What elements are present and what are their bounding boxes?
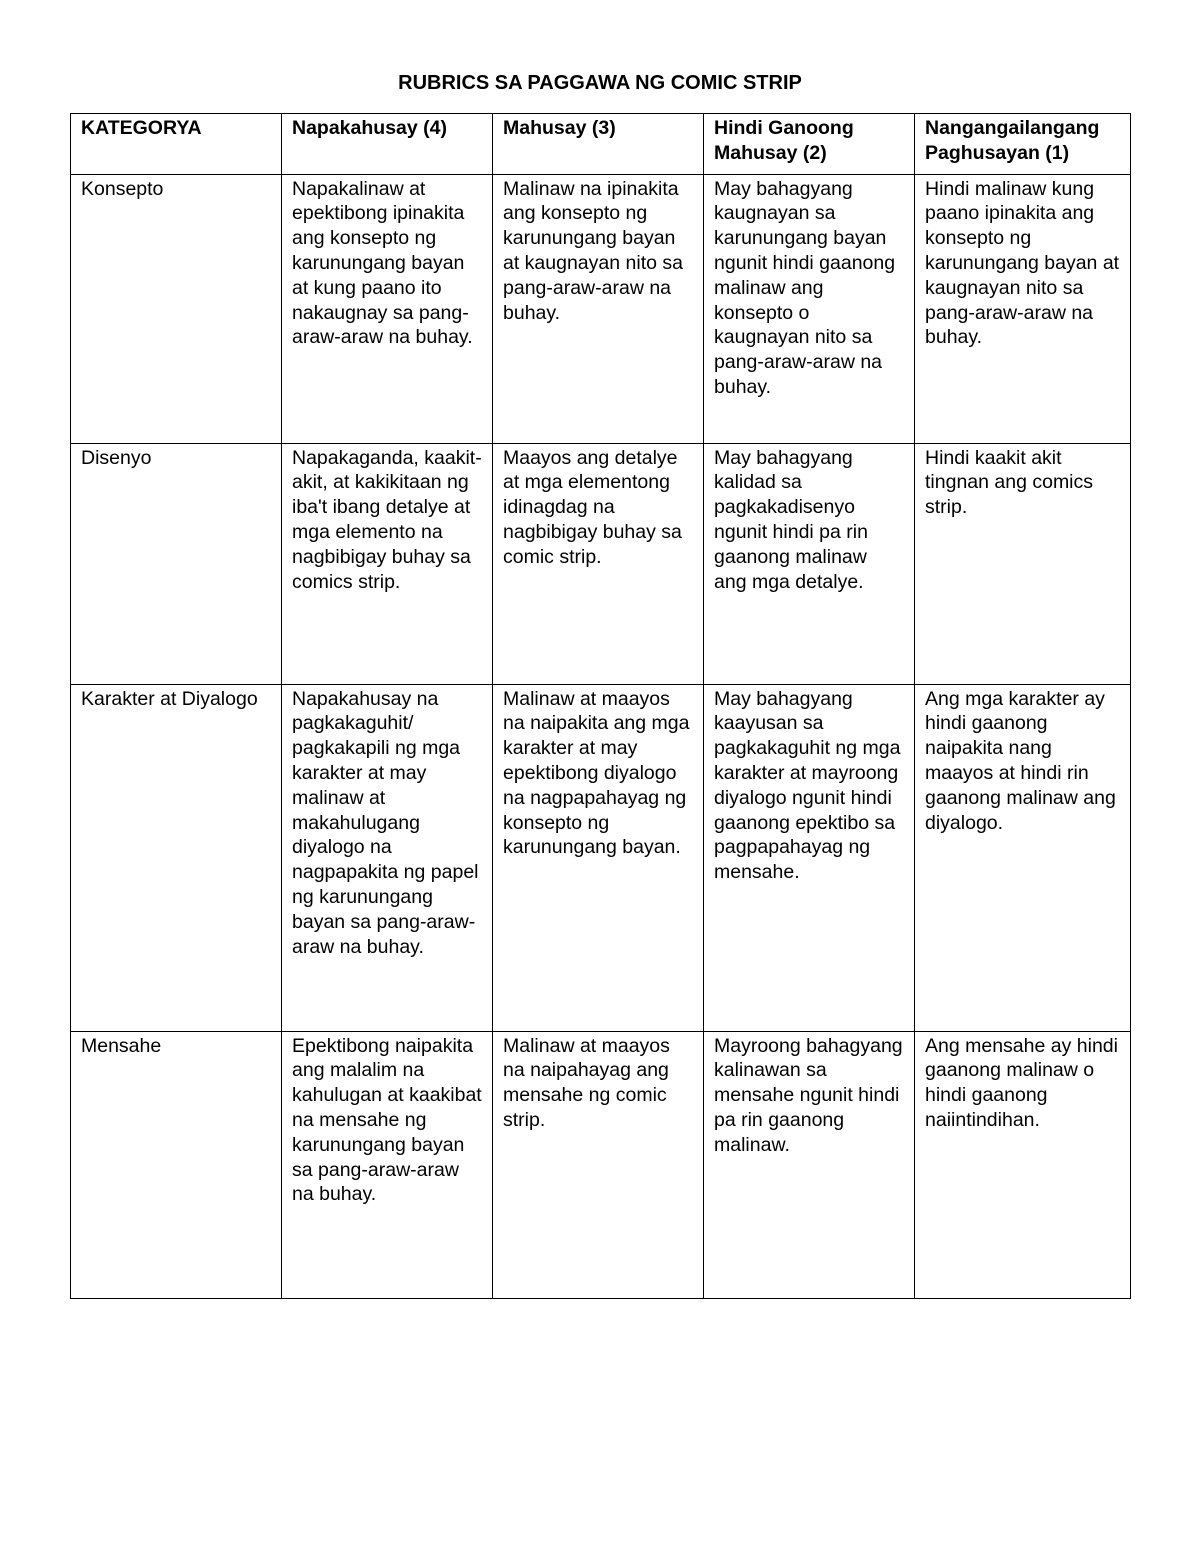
criteria-cell: Malinaw na ipinakita ang konsepto ng karunungang bayan at kaugnayan nito sa pang-araw-araw na buhay.: [493, 174, 704, 443]
table-header-row: [71, 114, 1131, 175]
rubric-table: [70, 113, 1131, 1299]
header-score-1: Nangangailangang Paghusayan (1): [915, 114, 1131, 175]
page-title: RUBRICS SA PAGGAWA NG COMIC STRIP: [398, 72, 802, 94]
header-score-2: Hindi Ganoong Mahusay (2): [704, 114, 915, 175]
category-cell: Disenyo: [71, 443, 282, 684]
criteria-cell: Epektibong naipakita ang malalim na kahulugan at kaakibat na mensahe ng karunungang bayan sa pang-araw-araw na buhay.: [282, 1031, 493, 1298]
criteria-cell: Napakalinaw at epektibong ipinakita ang konsepto ng karunungang bayan at kung paano ito nakaugnay sa pang-araw-araw na buhay.: [282, 174, 493, 443]
category-cell: Mensahe: [71, 1031, 282, 1298]
category-cell: Konsepto: [71, 174, 282, 443]
criteria-cell: May bahagyang kalidad sa pagkakadisenyo ngunit hindi pa rin gaanong malinaw ang mga detalye.: [704, 443, 915, 684]
criteria-cell: Napakaganda, kaakit-akit, at kakikitaan ng iba't ibang detalye at mga elemento na nagbibigay buhay sa comics strip.: [282, 443, 493, 684]
table-row: [71, 443, 1131, 684]
criteria-cell: Hindi malinaw kung paano ipinakita ang konsepto ng karunungang bayan at kaugnayan nito sa pang-araw-araw na buhay.: [915, 174, 1131, 443]
criteria-cell: Ang mga karakter ay hindi gaanong naipakita nang maayos at hindi rin gaanong malinaw ang diyalogo.: [915, 684, 1131, 1031]
header-score-4: Napakahusay (4): [282, 114, 493, 175]
table-row: [71, 1031, 1131, 1298]
criteria-cell: Malinaw at maayos na naipakita ang mga karakter at may epektibong diyalogo na nagpapahayag ng konsepto ng karunungang bayan.: [493, 684, 704, 1031]
header-score-3: Mahusay (3): [493, 114, 704, 175]
category-cell: Karakter at Diyalogo: [71, 684, 282, 1031]
table-row: [71, 684, 1131, 1031]
criteria-cell: Mayroong bahagyang kalinawan sa mensahe ngunit hindi pa rin gaanong malinaw.: [704, 1031, 915, 1298]
header-category: KATEGORYA: [71, 114, 282, 175]
criteria-cell: May bahagyang kaayusan sa pagkakaguhit ng mga karakter at mayroong diyalogo ngunit hindi gaanong epektibo sa pagpapahayag ng mensahe.: [704, 684, 915, 1031]
criteria-cell: Napakahusay na pagkakaguhit/ pagkakapili ng mga karakter at may malinaw at makahulugang diyalogo na nagpapakita ng papel ng karunungang bayan sa pang-araw-araw na buhay.: [282, 684, 493, 1031]
criteria-cell: May bahagyang kaugnayan sa karunungang bayan ngunit hindi gaanong malinaw ang konsepto o kaugnayan nito sa pang-araw-araw na buhay.: [704, 174, 915, 443]
criteria-cell: Maayos ang detalye at mga elementong idinagdag na nagbibigay buhay sa comic strip.: [493, 443, 704, 684]
criteria-cell: Ang mensahe ay hindi gaanong malinaw o hindi gaanong naiintindihan.: [915, 1031, 1131, 1298]
criteria-cell: Malinaw at maayos na naipahayag ang mensahe ng comic strip.: [493, 1031, 704, 1298]
table-row: [71, 174, 1131, 443]
criteria-cell: Hindi kaakit akit tingnan ang comics strip.: [915, 443, 1131, 684]
